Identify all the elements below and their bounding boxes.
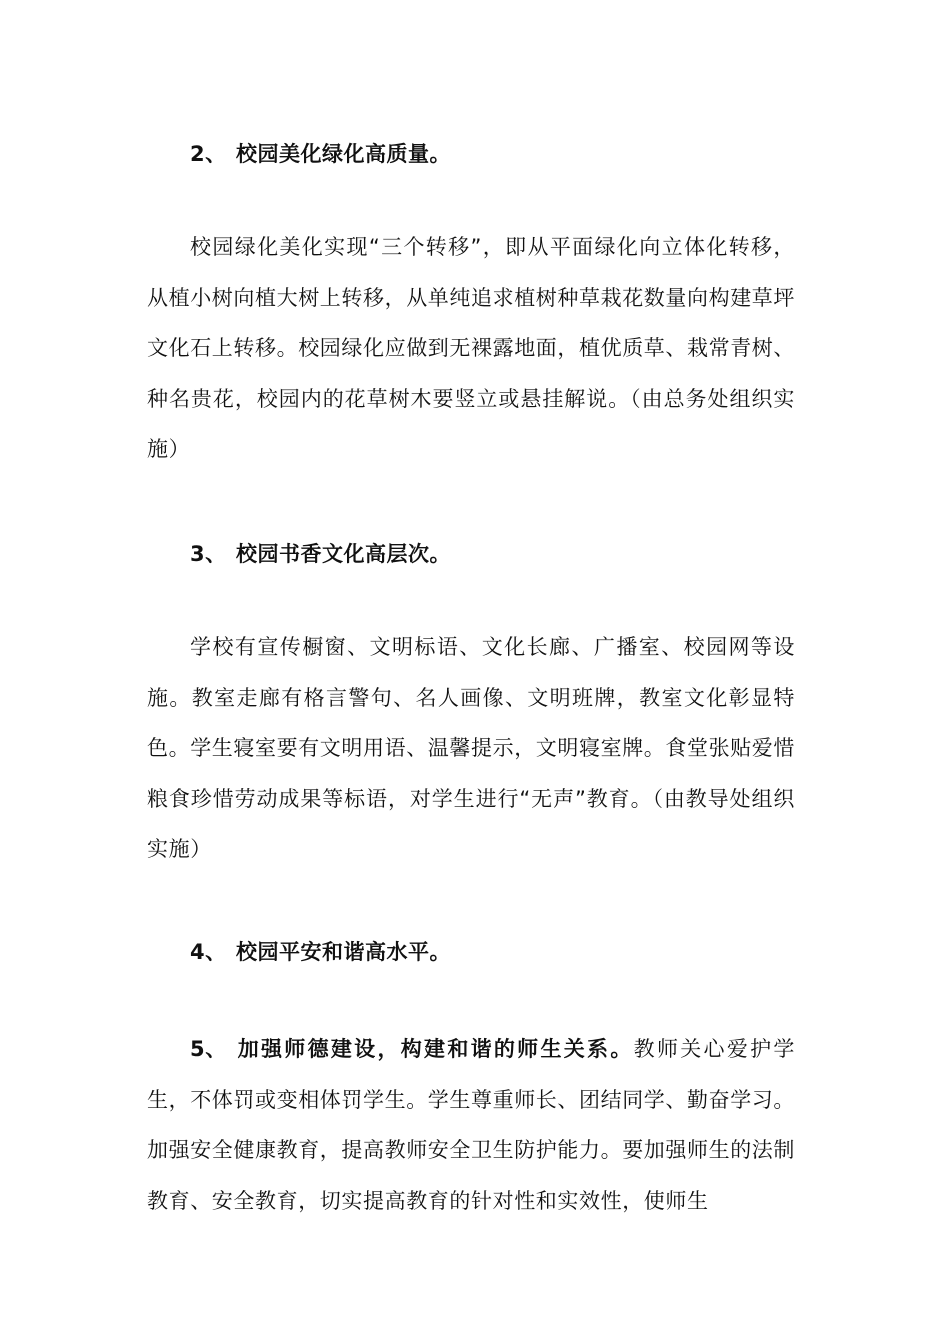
section-body-3: 学校有宣传橱窗、文明标语、文化长廊、广播室、校园网等设施。教室走廊有格言警句、名人画像、文明班牌，教室文化彰显特色。学生寝室要有文明用语、温馨提示，文明寝室牌。食堂张贴爱惜粮食珍惜劳动成果等标语，对学生进行“无声”教育。（由教导处组织实施） (147, 635, 795, 861)
section-lead-5 (190, 1037, 634, 1061)
section-title: 校园平安和谐高水平。 (236, 940, 451, 964)
section-number: 2、 (190, 142, 227, 166)
section-number: 5、 (190, 1037, 227, 1061)
section-body-2: 校园绿化美化实现“三个转移”，即从平面绿化向立体化转移，从植小树向植大树上转移，从单纯追求植树种草栽花数量向构建草坪文化石上转移。校园绿化应做到无裸露地面，植优质草、栽常青树、种名贵花，校园内的花草树木要竖立或悬挂解说。（由总务处组织实施） (147, 235, 795, 461)
section-heading-2 (190, 138, 451, 168)
section-heading-3 (190, 538, 451, 568)
section-text: 教师关心爱护学生，不体罚或变相体罚学生。学生尊重师长、团结同学、勤奋学习。加强安全健康教育，提高教师安全卫生防护能力。要加强师生的法制教育、安全教育，切实提高教育的针对性和实效性，使师生 (147, 1037, 796, 1213)
section-number: 4、 (190, 940, 227, 964)
section-title: 加强师德建设，构建和谐的师生关系。 (236, 1037, 634, 1061)
section-number: 3、 (190, 542, 227, 566)
section-title: 校园书香文化高层次。 (236, 542, 451, 566)
section-body-5 (147, 1024, 795, 1226)
section-heading-4 (190, 936, 451, 966)
section-title: 校园美化绿化高质量。 (236, 142, 451, 166)
